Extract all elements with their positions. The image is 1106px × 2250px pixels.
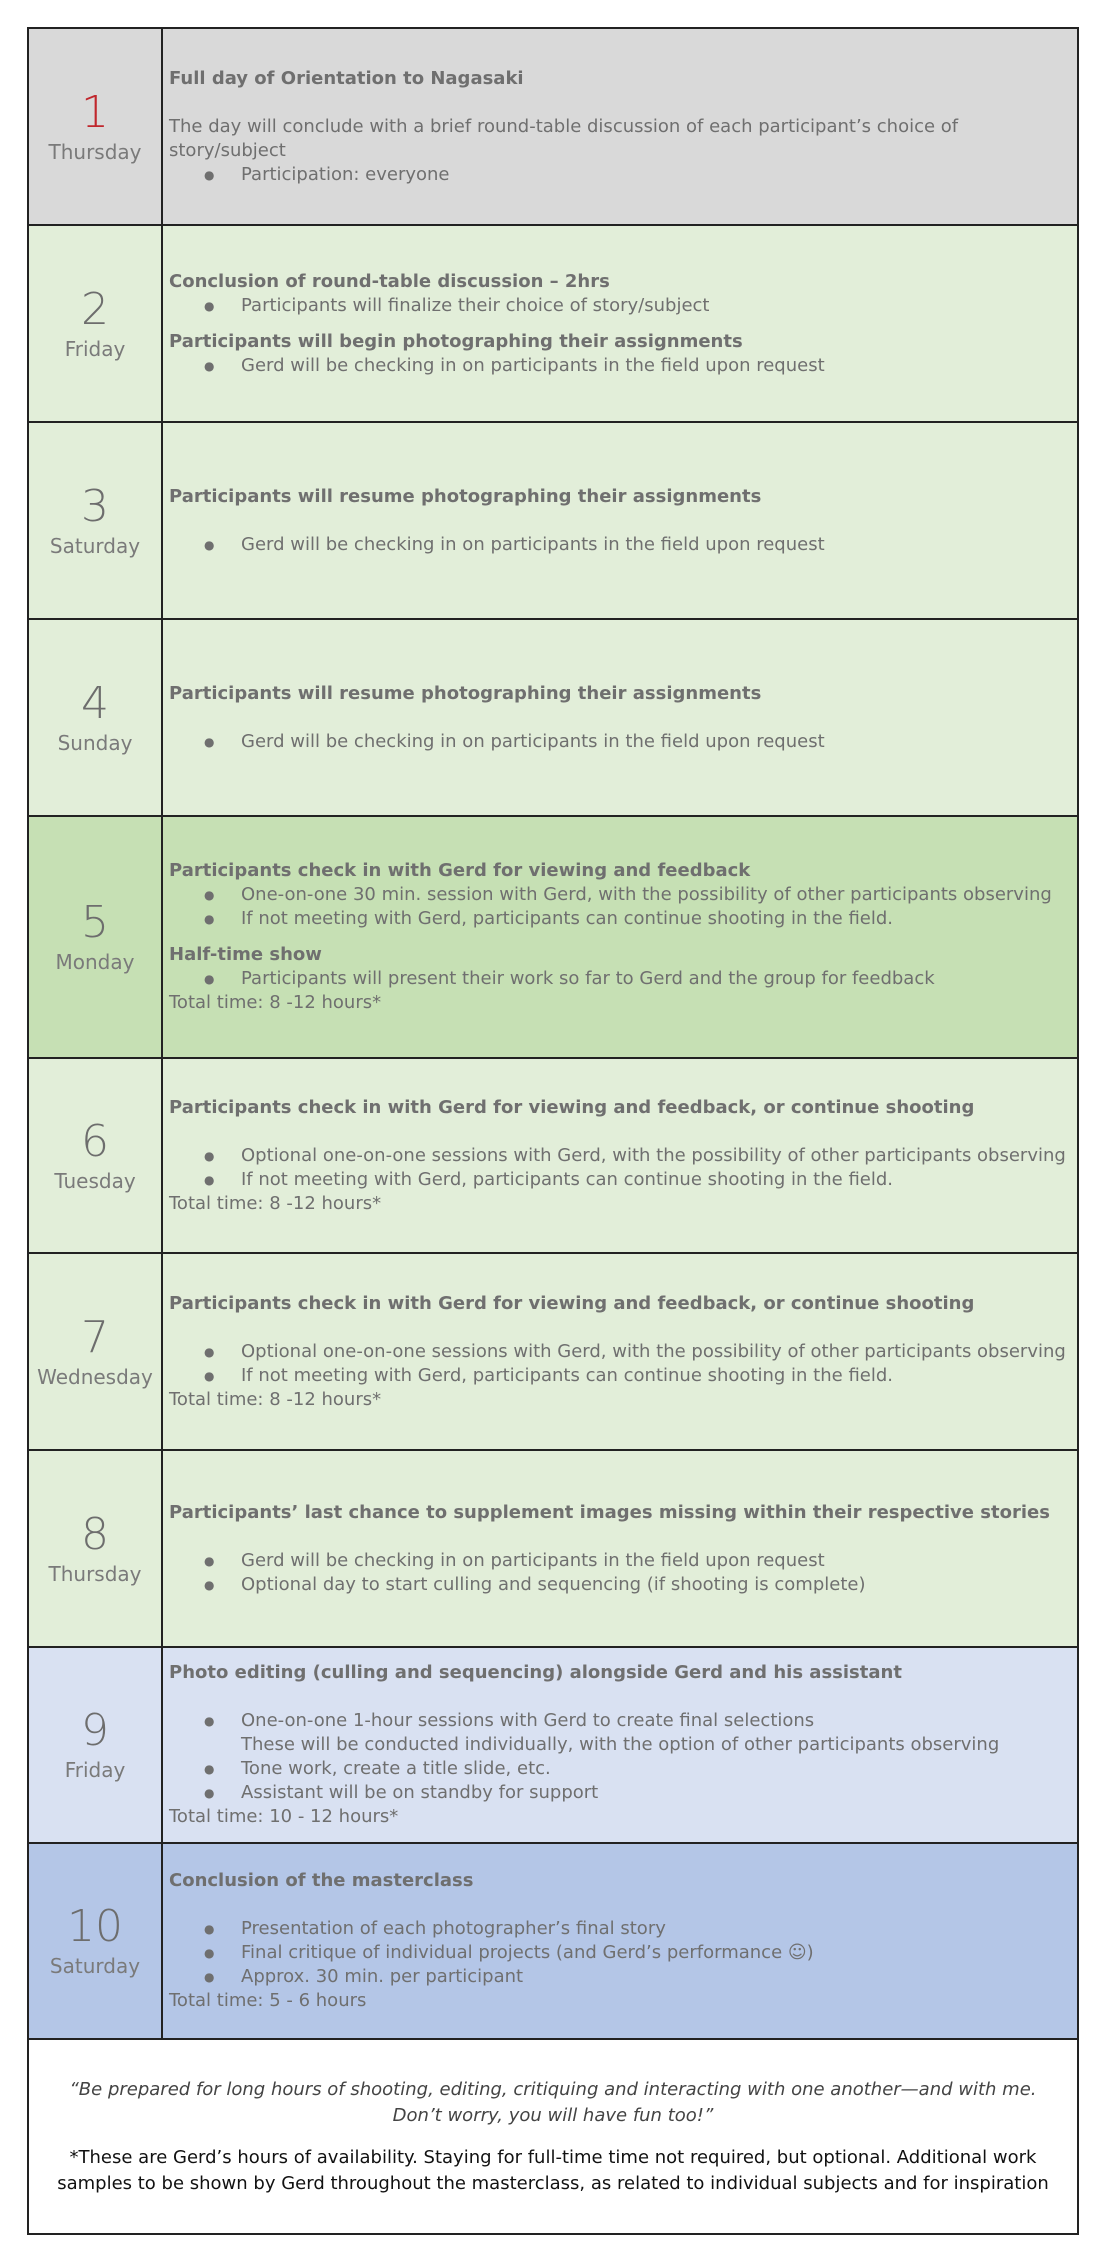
bullet-item: ● Approx. 30 min. per participant: [204, 1966, 524, 1987]
bullet-item: ● Gerd will be checking in on participants in the field upon request: [204, 533, 825, 555]
day-details: [163, 620, 1077, 815]
bullet-item: ● Participation: everyone: [204, 163, 450, 185]
day-cell: [29, 1059, 163, 1252]
bullet-item: ● One-on-one 30 min. session with Gerd, with the possibility of other participants observing: [204, 884, 1052, 905]
day-cell: [29, 423, 163, 618]
day-name: Thursday: [48, 1561, 142, 1586]
bullet-item: ● Assistant will be on standby for support: [204, 1782, 599, 1803]
day-details: [163, 29, 1077, 224]
bullet-item: ● Participants will finalize their choice of story/subject: [204, 294, 710, 316]
bullet-item: ● Final critique of individual projects (and Gerd’s performance ☺): [204, 1942, 814, 1963]
day-row-10: [29, 1844, 1077, 2040]
day-row-9: [29, 1648, 1077, 1844]
day-details: [163, 226, 1077, 421]
day-cell: [29, 817, 163, 1057]
activity-heading: Participants will resume photographing their assignments: [169, 682, 762, 704]
bullet-item: ● Tone work, create a title slide, etc.: [204, 1758, 551, 1779]
day-cell: [29, 226, 163, 421]
activity-heading: Conclusion of round-table discussion – 2hrs: [169, 270, 610, 292]
schedule-table: [27, 27, 1079, 2235]
day-number: 10: [67, 1901, 123, 1952]
bullet-item: ● If not meeting with Gerd, participants can continue shooting in the field.: [204, 908, 894, 929]
activity-heading: Participants’ last chance to supplement images missing within their respective stories: [169, 1501, 1050, 1523]
bullet-item: ● Gerd will be checking in on participants in the field upon request: [204, 730, 825, 752]
footer-notes: [29, 2040, 1077, 2233]
activity-heading: Conclusion of the masterclass: [169, 1870, 474, 1891]
instructor-quote: “Be prepared for long hours of shooting, editing, critiquing and interacting with one another—and with me. Don’t worry, you will have fun too!”: [69, 2078, 1037, 2126]
total-time: Total time: 8 -12 hours*: [169, 992, 382, 1013]
bullet-item: ● One-on-one 1-hour sessions with Gerd to create final selections: [204, 1710, 815, 1731]
day-name: Wednesday: [37, 1364, 153, 1389]
activity-heading: Participants check in with Gerd for viewing and feedback: [169, 860, 751, 881]
day-row-2: [29, 226, 1077, 423]
bullet-item: ● If not meeting with Gerd, participants can continue shooting in the field.: [204, 1168, 894, 1190]
availability-note: *These are Gerd’s hours of availability. Staying for full-time time not required, but optional. Additional work samples to be shown by Gerd throughout the masterclass, as related to individual subjects and for inspiration: [57, 2146, 1049, 2194]
activity-heading: Participants check in with Gerd for viewing and feedback, or continue shooting: [169, 1292, 975, 1314]
bullet-item: ● Gerd will be checking in on participants in the field upon request: [204, 1549, 825, 1571]
day-cell: [29, 29, 163, 224]
activity-heading: Half-time show: [169, 944, 322, 965]
total-time: Total time: 10 - 12 hours*: [169, 1806, 399, 1827]
day-row-4: [29, 620, 1077, 817]
day-row-6: [29, 1059, 1077, 1254]
activity-heading: Participants check in with Gerd for viewing and feedback, or continue shooting: [169, 1096, 975, 1118]
day-cell: [29, 1254, 163, 1449]
day-name: Thursday: [48, 139, 142, 164]
day-cell: [29, 620, 163, 815]
day-name: Friday: [64, 1758, 126, 1782]
activity-text: The day will conclude with a brief round-table discussion of each participant’s choice of story/subject: [169, 115, 959, 161]
day-cell: [29, 1844, 163, 2038]
day-number: 6: [81, 1115, 109, 1167]
bullet-item: ● If not meeting with Gerd, participants can continue shooting in the field.: [204, 1364, 894, 1386]
day-cell: [29, 1648, 163, 1842]
day-details: [163, 1451, 1077, 1646]
day-name: Sunday: [57, 730, 133, 755]
day-details: [163, 1844, 1077, 2038]
day-name: Monday: [55, 950, 135, 974]
day-details: [163, 423, 1077, 618]
activity-heading: Participants will resume photographing their assignments: [169, 485, 762, 507]
activity-heading: Participants will begin photographing their assignments: [169, 330, 743, 352]
activity-heading: Full day of Orientation to Nagasaki: [169, 67, 524, 89]
day-details: [163, 1254, 1077, 1449]
day-name: Saturday: [49, 533, 141, 558]
day-details: [163, 1648, 1077, 1842]
day-cell: [29, 1451, 163, 1646]
day-row-5: [29, 817, 1077, 1059]
day-number: 2: [81, 283, 109, 335]
day-number: 7: [81, 1311, 109, 1363]
day-number: 1: [81, 86, 109, 138]
day-number: 9: [81, 1705, 109, 1756]
bullet-item: ● Presentation of each photographer’s final story: [204, 1918, 666, 1939]
day-name: Saturday: [49, 1954, 141, 1978]
day-name: Friday: [64, 336, 126, 361]
day-details: [163, 817, 1077, 1057]
bullet-item: ● Participants will present their work so far to Gerd and the group for feedback: [204, 968, 935, 989]
day-row-8: [29, 1451, 1077, 1648]
bullet-item: ● Optional one-on-one sessions with Gerd, with the possibility of other participants observing: [204, 1340, 1066, 1362]
day-number: 3: [81, 480, 109, 532]
total-time: Total time: 8 -12 hours*: [169, 1388, 382, 1410]
total-time: Total time: 8 -12 hours*: [169, 1192, 382, 1214]
day-name: Tuesday: [54, 1168, 136, 1193]
bullet-item: ● Gerd will be checking in on participants in the field upon request: [204, 354, 825, 376]
bullet-item: ● Optional day to start culling and sequencing (if shooting is complete): [204, 1573, 866, 1595]
bullet-item: ● Optional one-on-one sessions with Gerd, with the possibility of other participants observing: [204, 1144, 1066, 1166]
day-row-7: [29, 1254, 1077, 1451]
day-row-1: [29, 29, 1077, 226]
day-number: 8: [81, 1508, 109, 1560]
day-details: [163, 1059, 1077, 1252]
day-number: 4: [81, 677, 109, 729]
activity-heading: Photo editing (culling and sequencing) alongside Gerd and his assistant: [169, 1662, 902, 1683]
total-time: Total time: 5 - 6 hours: [169, 1990, 367, 2011]
bullet-subtext: These will be conducted individually, with the option of other participants observing: [241, 1734, 1000, 1755]
day-row-3: [29, 423, 1077, 620]
day-number: 5: [81, 897, 109, 948]
